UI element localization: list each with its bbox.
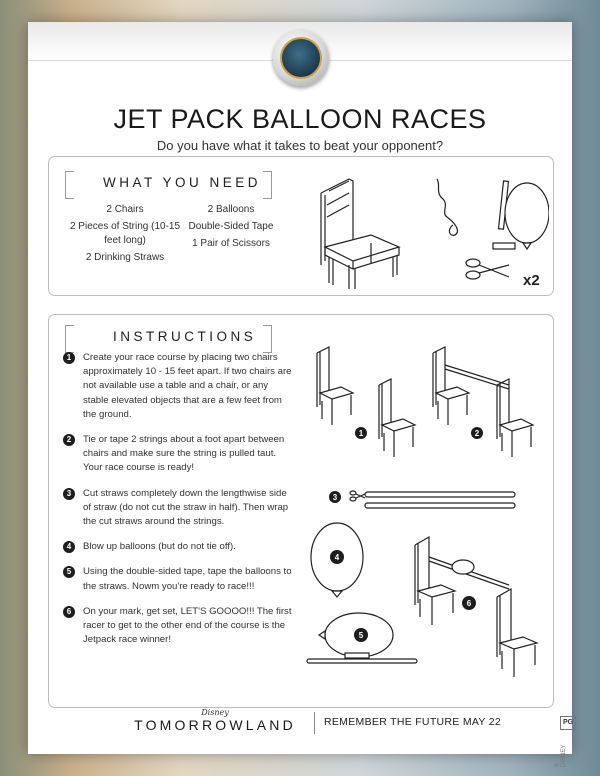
svg-text:5: 5 [358, 631, 364, 640]
svg-text:3: 3 [332, 493, 338, 502]
footer-divider [314, 712, 315, 734]
list-item: 2 Chairs [106, 204, 144, 215]
bracket-right-icon [263, 171, 272, 199]
step-3: 3 Cut straws completely down the lengthwise side of straw (do not cut the straw in half). Then wrap the cut straws around the strings. [63, 487, 295, 530]
figure-5-balloon-straw-icon [307, 613, 417, 663]
page-subtitle: Do you have what it takes to beat your opponent? [156, 138, 444, 153]
instructions-heading: INSTRUCTIONS [113, 329, 257, 344]
disney-wordmark: Disney [201, 708, 229, 717]
bracket-right-icon [263, 325, 272, 353]
supply-list-left [69, 203, 181, 268]
svg-text:4: 4 [334, 553, 340, 562]
bracket-left-icon [65, 325, 74, 353]
figure-4-balloon-icon [311, 523, 363, 597]
list-item: 2 Balloons [207, 204, 255, 215]
tape-icon [493, 243, 515, 249]
string-icon [437, 179, 457, 235]
instructions-panel [48, 314, 554, 708]
activity-sheet [28, 22, 574, 767]
tomorrowland-logo [120, 708, 310, 733]
figure-2-chairs-string-icon [433, 347, 533, 457]
list-item: Double-Sided Tape [188, 221, 274, 232]
instruction-steps [63, 351, 295, 658]
figure-3-straws-icon [329, 491, 515, 508]
what-you-need-panel [48, 156, 554, 296]
instructions-illustrations [301, 335, 549, 701]
supply-list-right [181, 203, 281, 254]
list-item: 2 Drinking Straws [85, 252, 165, 263]
copyright-notice: © DISNEY [555, 744, 567, 767]
quantity-multiplier: x2 [523, 272, 540, 289]
step-4: 4 Blow up balloons (but do not tie off). [63, 540, 295, 554]
svg-text:6: 6 [466, 599, 472, 608]
rating-badge: PG [560, 716, 576, 730]
tomorrowland-wordmark: TOMORROWLAND [134, 717, 296, 733]
step-1: 1 Create your race course by placing two chairs approximately 10 - 15 feet apart. If two chairs are not available use a table and a chair, or any stable elevated objects that are a few feet from the ground. [63, 351, 295, 422]
figure-1-chairs-icon [317, 347, 415, 457]
page-title: JET PACK BALLOON RACES [113, 104, 487, 134]
svg-text:1: 1 [358, 429, 364, 438]
what-you-need-heading: WHAT YOU NEED [103, 175, 262, 190]
figure-6-race-icon [415, 537, 537, 677]
balloon-icon [505, 183, 549, 249]
svg-text:2: 2 [474, 429, 480, 438]
list-item: 1 Pair of Scissors [192, 238, 270, 249]
step-5: 5 Using the double-sided tape, tape the balloons to the straws. Nowm you're ready to race!!! [63, 565, 295, 593]
supplies-illustration [309, 165, 549, 289]
release-tagline: REMEMBER THE FUTURE MAY 22 [324, 716, 501, 728]
step-2: 2 Tie or tape 2 strings about a foot apart between chairs and make sure the string is pulled taut. Your race course is ready! [63, 433, 295, 476]
bracket-left-icon [65, 171, 74, 199]
tomorrowland-emblem-icon [273, 30, 329, 86]
chair-icon [321, 179, 399, 289]
step-6: 6 On your mark, get set, LET'S GOOOO!!! The first racer to get to the other end of the course is the Jetpack race winner! [63, 605, 295, 648]
list-item: 2 Pieces of String (10-15 feet long) [69, 221, 181, 246]
scissors-icon [466, 259, 509, 279]
